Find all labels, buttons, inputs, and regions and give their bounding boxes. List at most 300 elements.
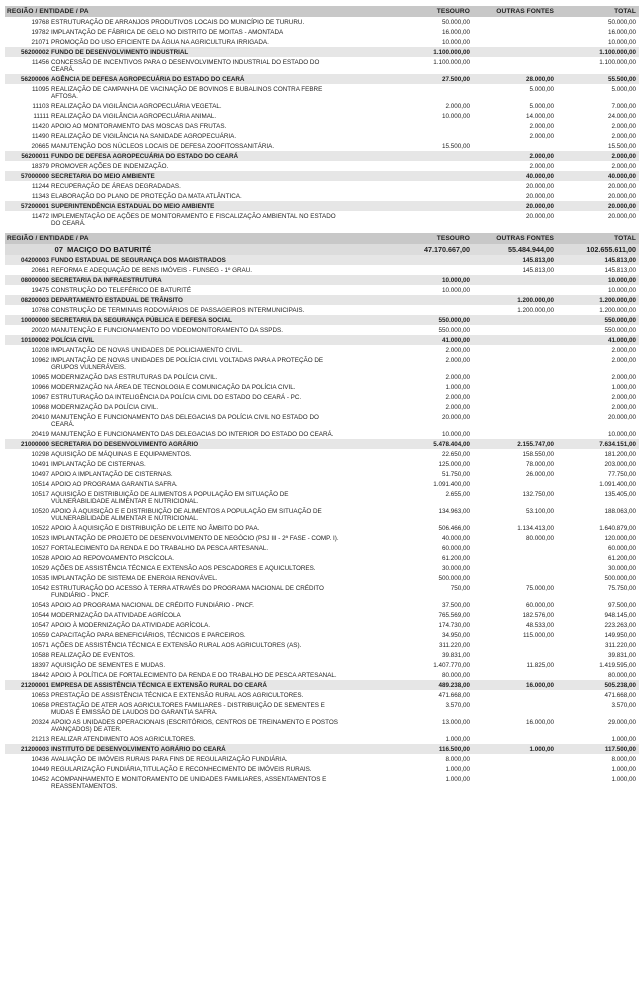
row-code: 10449: [31, 765, 49, 773]
row-description: IMPLANTAÇÃO DE NOVAS UNIDADES DE POLICIAMENTO CIVIL.: [51, 346, 243, 354]
table-row: [5, 754, 639, 764]
row-total: 39.831,00: [607, 651, 636, 659]
header-total: TOTAL: [614, 8, 636, 15]
row-total: 2.000,00: [611, 122, 636, 130]
row-tesouro: 5.478.404,00: [433, 440, 470, 448]
row-tesouro: 37.500,00: [441, 601, 470, 609]
row-tesouro: 13.000,00: [441, 718, 470, 726]
table-row: [5, 345, 639, 355]
row-outras-fontes: [470, 277, 554, 284]
row-total: 2.000,00: [611, 152, 636, 160]
region-row: [5, 244, 639, 255]
row-tesouro: [398, 153, 470, 160]
row-code: 11244: [31, 182, 49, 190]
row-code: 10520: [31, 507, 49, 515]
row-tesouro: 80.000,00: [441, 671, 470, 679]
row-tesouro: 506.466,00: [438, 524, 470, 532]
table-row: [5, 553, 639, 563]
row-description: REALIZAÇÃO DE EVENTOS.: [51, 651, 135, 659]
row-tesouro: [398, 173, 470, 180]
row-outras-fontes: [470, 692, 554, 699]
row-outras-fontes: [470, 702, 554, 716]
row-total: 145.813,00: [604, 266, 636, 274]
row-description: AÇÕES DE ASSISTÊNCIA TÉCNICA E EXTENSÃO RURAL AOS AGRICULTORES (AS).: [51, 641, 302, 649]
row-tesouro: 2.000,00: [445, 373, 470, 381]
row-code: 10768: [31, 306, 49, 314]
row-tesouro: 550.000,00: [438, 326, 470, 334]
row-tesouro: 1.000,00: [445, 383, 470, 391]
header-region: REGIÃO / ENTIDADE / PA: [7, 235, 89, 242]
row-outras-fontes: [470, 431, 554, 438]
row-code: 20661: [31, 266, 49, 274]
row-tesouro: 1.000,00: [445, 775, 470, 783]
row-code: 57000000: [20, 172, 49, 180]
row-tesouro: [398, 86, 470, 100]
row-description: IMPLEMENTAÇÃO DE AÇÕES DE MONITORAMENTO E FISCALIZAÇÃO AMBIENTAL NO ESTADO DO CEARÁ.: [51, 212, 336, 227]
row-description: AQUISIÇÃO E DISTRIBUIÇÃO DE ALIMENTOS A POPULAÇÃO EM SITUAÇÃO DE VULNERABILIDADE ALIMENTAR E NUTRICIONAL.: [51, 490, 289, 505]
table-row: [5, 101, 639, 111]
row-tesouro: [398, 307, 470, 314]
row-outras-fontes: 1.200.000,00: [517, 296, 554, 304]
row-tesouro: 750,00: [450, 584, 470, 592]
table-row: [5, 57, 639, 74]
row-outras-fontes: 145.813,00: [522, 266, 554, 274]
row-description: SECRETARIA DA INFRAESTRUTURA: [51, 276, 162, 284]
row-tesouro: [398, 203, 470, 210]
row-code: 10452: [31, 775, 49, 783]
row-description: PROMOVER AÇÕES DE INDENIZAÇÃO.: [51, 162, 169, 170]
row-description: MANUTENÇÃO DOS NÚCLEOS LOCAIS DE DEFESA ZOOFITOSSANITÁRIA.: [51, 142, 275, 150]
row-tesouro: [398, 183, 470, 190]
row-outras-fontes: 26.000,00: [525, 470, 554, 478]
row-tesouro: 50.000,00: [441, 18, 470, 26]
row-outras-fontes: 75.000,00: [525, 584, 554, 592]
row-outras-fontes: 1.000,00: [529, 745, 554, 753]
row-outras-fontes: [470, 672, 554, 679]
table-row: [5, 181, 639, 191]
row-code: 10517: [31, 490, 49, 498]
row-code: 10559: [31, 631, 49, 639]
row-outras-fontes: 80.000,00: [525, 534, 554, 542]
row-description: REFORMA E ADEQUAÇÃO DE BENS IMÓVEIS - FUNSEG - 1º GRAU.: [51, 266, 253, 274]
table-row: [5, 630, 639, 640]
table-row: [5, 670, 639, 680]
row-total: 2.000,00: [611, 373, 636, 381]
row-total: 550.000,00: [604, 316, 636, 324]
row-code: 18397: [31, 661, 49, 669]
row-description: REALIZAÇÃO DE VIGILÂNCIA NA SANIDADE AGROPECUÁRIA.: [51, 132, 237, 140]
row-code: 10544: [31, 611, 49, 619]
row-code: 10968: [31, 403, 49, 411]
entity-row: [5, 335, 639, 345]
table-row: [5, 700, 639, 717]
row-total: 97.500,00: [607, 601, 636, 609]
row-total: 2.000,00: [611, 393, 636, 401]
row-description: FUNDO DE DEFESA AGROPECUÁRIA DO ESTADO DO CEARÁ: [51, 152, 239, 160]
row-outras-fontes: [470, 143, 554, 150]
row-code: 20324: [31, 718, 49, 726]
row-total: 1.000,00: [611, 383, 636, 391]
row-total: 188.063,00: [604, 507, 636, 515]
row-tesouro: 15.500,00: [441, 142, 470, 150]
row-code: 10523: [31, 534, 49, 542]
table-row: [5, 392, 639, 402]
table-row: [5, 563, 639, 573]
table-body-1: [5, 17, 639, 228]
row-description: AVALIAÇÃO DE IMÓVEIS RURAIS PARA FINS DE REGULARIZAÇÃO FUNDIÁRIA.: [51, 755, 288, 763]
row-description: SECRETARIA DO DESENVOLVIMENTO AGRÁRIO: [51, 440, 199, 448]
row-code: 21200001: [20, 681, 49, 689]
row-description: REGULARIZAÇÃO FUNDIÁRIA,TITULAÇÃO E RECONHECIMENTO DE IMÓVEIS RURAIS.: [51, 765, 312, 773]
row-tesouro: 41.000,00: [441, 336, 470, 344]
row-description: APOIO AO PROGRAMA NACIONAL DE CRÉDITO FUNDIÁRIO - PNCF.: [51, 601, 254, 609]
row-description: DEPARTAMENTO ESTADUAL DE TRÂNSITO: [51, 296, 183, 304]
table-row: [5, 479, 639, 489]
row-total: 1.100.000,00: [599, 48, 636, 56]
row-outras-fontes: [470, 756, 554, 763]
row-code: 20665: [31, 142, 49, 150]
row-description: CONSTRUÇÃO DE TERMINAIS RODOVIÁRIOS DE PASSAGEIROS INTERMUNICIPAIS.: [51, 306, 305, 314]
row-outras-fontes: 182.576,00: [522, 611, 554, 619]
row-tesouro: 1.000,00: [445, 735, 470, 743]
row-description: APOIO A IMPLANTAÇÃO DE CISTERNAS.: [51, 470, 173, 478]
row-outras-fontes: 5.000,00: [529, 85, 554, 93]
row-code: 10967: [31, 393, 49, 401]
table-row: [5, 285, 639, 295]
row-total: 471.668,00: [604, 691, 636, 699]
row-code: 10000000: [20, 316, 49, 324]
row-total: 24.000,00: [607, 112, 636, 120]
row-outras-fontes: 28.000,00: [525, 75, 554, 83]
row-code: 20410: [31, 413, 49, 421]
row-tesouro: 2.000,00: [445, 356, 470, 364]
row-total: 223.263,00: [604, 621, 636, 629]
row-code: 08200003: [20, 296, 49, 304]
row-outras-fontes: [470, 736, 554, 743]
row-description: MODERNIZAÇÃO DAS ESTRUTURAS DA POLÍCIA CIVIL.: [51, 373, 218, 381]
row-total: 10.000,00: [607, 286, 636, 294]
row-description: FORTALECIMENTO DA RENDA E DO TRABALHO DA PESCA ARTESANAL.: [51, 544, 269, 552]
row-total: 55.500,00: [607, 75, 636, 83]
table-row: [5, 650, 639, 660]
entity-row: [5, 255, 639, 265]
row-total: 1.000,00: [611, 765, 636, 773]
row-tesouro: 2.655,00: [445, 490, 470, 498]
row-outras-fontes: 14.000,00: [525, 112, 554, 120]
table-row: [5, 355, 639, 372]
row-total: 60.000,00: [607, 544, 636, 552]
row-outras-fontes: [470, 29, 554, 36]
table-row: [5, 211, 639, 228]
table-header-2: [5, 233, 639, 244]
row-code: 11103: [32, 102, 49, 110]
table-row: [5, 717, 639, 734]
table-row: [5, 660, 639, 670]
row-description: POLÍCIA CIVIL: [51, 336, 95, 344]
row-total: 80.000,00: [607, 671, 636, 679]
row-tesouro: 134.963,00: [438, 507, 470, 515]
entity-row: [5, 74, 639, 84]
table-row: [5, 402, 639, 412]
row-total: 505.238,00: [604, 681, 636, 689]
entity-row: [5, 201, 639, 211]
row-description: MANUTENÇÃO E FUNCIONAMENTO DAS DELEGACIAS DO INTERIOR DO ESTADO DO CEARÁ.: [51, 430, 334, 438]
row-total: 2.000,00: [611, 403, 636, 411]
row-description: REALIZAÇÃO DE CAMPANHA DE VACINAÇÃO DE BOVINOS E BUBALINOS CONTRA FEBRE AFTOSA.: [51, 85, 323, 100]
row-total: 7.634.151,00: [599, 440, 636, 448]
row-code: 21071: [31, 38, 49, 46]
row-total: 20.000,00: [607, 202, 636, 210]
row-tesouro: 1.100.000,00: [433, 48, 470, 56]
row-total: 40.000,00: [607, 172, 636, 180]
row-total: 135.405,00: [604, 490, 636, 498]
row-outras-fontes: [470, 59, 554, 73]
row-outras-fontes: 1.200.000,00: [517, 306, 554, 314]
row-code: 10965: [31, 373, 49, 381]
row-outras-fontes: 78.000,00: [525, 460, 554, 468]
row-total: 20.000,00: [607, 192, 636, 200]
row-outras-fontes: [470, 555, 554, 562]
row-total: 149.950,00: [604, 631, 636, 639]
header-tesouro: TESOURO: [436, 8, 470, 15]
table-row: [5, 121, 639, 131]
row-outras-fontes: 48.533,00: [525, 621, 554, 629]
entity-row: [5, 275, 639, 285]
row-tesouro: 40.000,00: [441, 534, 470, 542]
table-row: [5, 573, 639, 583]
row-description: APOIO AS UNIDADES OPERACIONAIS (ESCRITÓRIOS, CENTROS DE TREINAMENTO E POSTOS AVANÇADOS) DE ATER.: [51, 718, 338, 733]
row-outras-fontes: [470, 414, 554, 428]
table-row: [5, 449, 639, 459]
row-total: 550.000,00: [604, 326, 636, 334]
table-row: [5, 600, 639, 610]
row-code: 11490: [31, 132, 49, 140]
row-code: 10571: [31, 641, 49, 649]
entity-row: [5, 151, 639, 161]
row-total: 117.500,00: [604, 745, 636, 753]
row-outras-fontes: [470, 776, 554, 790]
table-row: [5, 17, 639, 27]
row-outras-fontes: [470, 19, 554, 26]
row-total: 1.419.595,00: [599, 661, 636, 669]
row-outras-fontes: 2.000,00: [529, 162, 554, 170]
row-outras-fontes: [470, 49, 554, 56]
row-total: 2.000,00: [611, 132, 636, 140]
row-outras-fontes: 40.000,00: [525, 172, 554, 180]
row-outras-fontes: 20.000,00: [525, 202, 554, 210]
header-total: TOTAL: [614, 235, 636, 242]
row-total: 1.000,00: [611, 735, 636, 743]
table-row: [5, 506, 639, 523]
row-description: SECRETARIA DA SEGURANÇA PÚBLICA E DEFESA SOCIAL: [51, 316, 232, 324]
row-description: PRESTAÇÃO DE ATER AOS AGRICULTORES FAMILIARES - DISTRIBUIÇÃO DE SEMENTES E MUDAS E EMISSÃO DE LAUDOS DO GARANTIA SAFRA.: [51, 701, 325, 716]
table-body-2: [5, 255, 639, 791]
table-row: [5, 372, 639, 382]
row-outras-fontes: 20.000,00: [525, 192, 554, 200]
row-total: 10.000,00: [607, 38, 636, 46]
row-description: APOIO À AQUISIÇÃO E E DISTRIBUIÇÃO DE ALIMENTOS A POPULAÇÃO EM SITUAÇÃO DE VULNERABILIDADE ALIMENTAR E NUTRICIONAL.: [51, 507, 322, 522]
row-description: MODERNIZAÇÃO DA ATIVIDADE AGRÍCOLA: [51, 611, 181, 619]
row-code: 10535: [31, 574, 49, 582]
row-description: IMPLANTAÇÃO DE CISTERNAS.: [51, 460, 146, 468]
table-row: [5, 469, 639, 479]
row-description: ESTRUTURAÇÃO DO ACESSO À TERRA ATRAVÉS DO PROGRAMA NACIONAL DE CRÉDITO FUNDIÁRIO - PNCF.: [51, 584, 324, 599]
row-outras-fontes: 145.813,00: [522, 256, 554, 264]
row-total: 77.750,00: [607, 470, 636, 478]
row-tesouro: 10.000,00: [441, 430, 470, 438]
row-code: 21000000: [20, 440, 49, 448]
row-outras-fontes: 132.750,00: [522, 490, 554, 498]
row-description: SUPERINTENDÊNCIA ESTADUAL DO MEIO AMBIENTE: [51, 202, 215, 210]
row-code: 10547: [31, 621, 49, 629]
table-row: [5, 583, 639, 600]
row-tesouro: 471.668,00: [438, 691, 470, 699]
row-tesouro: 2.000,00: [445, 393, 470, 401]
row-total: 50.000,00: [607, 18, 636, 26]
row-description: REALIZAÇÃO DA VIGILÂNCIA AGROPECUÁRIA ANIMAL.: [51, 112, 217, 120]
row-tesouro: 16.000,00: [441, 28, 470, 36]
row-description: APOIO AO MONITORAMENTO DAS MOSCAS DAS FRUTAS.: [51, 122, 227, 130]
row-outras-fontes: [470, 766, 554, 773]
row-outras-fontes: [470, 404, 554, 411]
row-total: 2.000,00: [611, 346, 636, 354]
row-description: IMPLANTAÇÃO DE NOVAS UNIDADES DE POLÍCIA CIVIL VOLTADAS PARA A PROTEÇÃO DE GRUPOS VULNERÁVEIS.: [51, 356, 324, 371]
row-total: 5.000,00: [611, 85, 636, 93]
row-tesouro: 61.200,00: [441, 554, 470, 562]
row-total: 500.000,00: [604, 574, 636, 582]
row-code: 10588: [31, 651, 49, 659]
row-outras-fontes: 2.000,00: [529, 152, 554, 160]
row-description: CONSTRUÇÃO DO TELEFÉRICO DE BATURITÉ: [51, 286, 192, 294]
row-code: 10962: [31, 356, 49, 364]
row-code: 20020: [31, 326, 49, 334]
row-code: 18379: [31, 162, 49, 170]
row-outras-fontes: [470, 565, 554, 572]
row-code: 21200003: [20, 745, 49, 753]
row-code: 10208: [31, 346, 49, 354]
row-description: CAPACITAÇÃO PARA BENEFICIÁRIOS, TÉCNICOS E PARCEIROS.: [51, 631, 246, 639]
row-description: EMPRESA DE ASSISTÊNCIA TÉCNICA E EXTENSÃO RURAL DO CEARÁ: [51, 681, 267, 689]
row-tesouro: 39.831,00: [441, 651, 470, 659]
row-description: PRESTAÇÃO DE ASSISTÊNCIA TÉCNICA E EXTENSÃO RURAL AOS AGRICULTORES.: [51, 691, 304, 699]
row-tesouro: 765.569,00: [438, 611, 470, 619]
table-row: [5, 533, 639, 543]
row-tesouro: 22.650,00: [441, 450, 470, 458]
row-code: 10528: [31, 554, 49, 562]
row-code: 10966: [31, 383, 49, 391]
row-outras-fontes: 2.000,00: [529, 122, 554, 130]
row-code: 10436: [31, 755, 49, 763]
row-description: APOIO AO REPOVOAMENTO PISCÍCOLA.: [51, 554, 175, 562]
region-outras-fontes: 55.484.944,00: [508, 245, 554, 254]
row-total: 1.000,00: [611, 775, 636, 783]
row-outras-fontes: [470, 317, 554, 324]
row-tesouro: 2.000,00: [445, 403, 470, 411]
row-outras-fontes: 20.000,00: [525, 212, 554, 220]
region-code: 07: [54, 245, 63, 254]
row-code: 19782: [31, 28, 49, 36]
row-outras-fontes: [470, 327, 554, 334]
row-tesouro: 1.407.770,00: [433, 661, 470, 669]
table-row: [5, 489, 639, 506]
table-row: [5, 191, 639, 201]
header-tesouro: TESOURO: [436, 235, 470, 242]
row-total: 311.220,00: [604, 641, 636, 649]
table-row: [5, 412, 639, 429]
row-description: REALIZAÇÃO DA VIGILÂNCIA AGROPECUÁRIA VEGETAL.: [51, 102, 222, 110]
row-tesouro: 1.100.000,00: [433, 58, 470, 66]
row-total: 120.000,00: [604, 534, 636, 542]
row-description: ESTRUTURAÇÃO DE ARRANJOS PRODUTIVOS LOCAIS DO MUNICÍPIO DE TURURU.: [51, 18, 305, 26]
table-row: [5, 131, 639, 141]
row-tesouro: 1.000,00: [445, 765, 470, 773]
row-code: 10529: [31, 564, 49, 572]
row-tesouro: [398, 257, 470, 264]
row-code: 10653: [31, 691, 49, 699]
table-row: [5, 429, 639, 439]
row-code: 19768: [31, 18, 49, 26]
row-description: AÇÕES DE ASSISTÊNCIA TÉCNICA E EXTENSÃO AOS PESCADORES E AQUICULTORES.: [51, 564, 316, 572]
row-code: 10514: [31, 480, 49, 488]
row-total: 181.200,00: [604, 450, 636, 458]
row-description: RECUPERAÇÃO DE ÁREAS DEGRADADAS.: [51, 182, 181, 190]
table-row: [5, 764, 639, 774]
table-row: [5, 620, 639, 630]
row-code: 10100002: [20, 336, 49, 344]
row-outras-fontes: [470, 652, 554, 659]
entity-row: [5, 680, 639, 690]
entity-row: [5, 171, 639, 181]
region-name: MACIÇO DO BATURITÉ: [67, 245, 152, 254]
row-total: 1.200.000,00: [599, 296, 636, 304]
row-outras-fontes: 158.550,00: [522, 450, 554, 458]
table-row: [5, 84, 639, 101]
row-total: 15.500,00: [607, 142, 636, 150]
row-tesouro: 8.000,00: [445, 755, 470, 763]
row-tesouro: 10.000,00: [441, 38, 470, 46]
row-total: 948.145,00: [604, 611, 636, 619]
row-tesouro: 30.000,00: [441, 564, 470, 572]
row-outras-fontes: [470, 357, 554, 371]
row-code: 11111: [33, 112, 49, 120]
row-tesouro: [398, 297, 470, 304]
row-description: AQUISIÇÃO DE MÁQUINAS E EQUIPAMENTOS.: [51, 450, 192, 458]
row-description: ELABORAÇÃO DO PLANO DE PROTEÇÃO DA MATA ATLÂNTICA.: [51, 192, 242, 200]
row-tesouro: [398, 193, 470, 200]
table-row: [5, 610, 639, 620]
row-description: FUNDO ESTADUAL DE SEGURANÇA DOS MAGISTRADOS: [51, 256, 226, 264]
table-row: [5, 690, 639, 700]
row-code: 11343: [31, 192, 49, 200]
row-outras-fontes: 16.000,00: [525, 718, 554, 726]
row-outras-fontes: [470, 287, 554, 294]
table-row: [5, 141, 639, 151]
row-total: 1.100.000,00: [599, 58, 636, 66]
row-tesouro: 550.000,00: [438, 316, 470, 324]
row-total: 10.000,00: [607, 276, 636, 284]
row-outras-fontes: [470, 347, 554, 354]
row-description: APOIO À POLÍTICA DE FORTALECIMENTO DA RENDA E DO TRABALHO DE PESCA ARTESANAL.: [51, 671, 337, 679]
row-code: 18442: [31, 671, 49, 679]
row-total: 1.640.879,00: [599, 524, 636, 532]
row-code: 56200002: [20, 48, 49, 56]
row-outras-fontes: 53.100,00: [525, 507, 554, 515]
row-description: AQUISIÇÃO DE SEMENTES E MUDAS.: [51, 661, 166, 669]
row-total: 20.000,00: [607, 182, 636, 190]
row-code: 56200006: [20, 75, 49, 83]
entity-row: [5, 744, 639, 754]
row-description: SECRETARIA DO MEIO AMBIENTE: [51, 172, 155, 180]
